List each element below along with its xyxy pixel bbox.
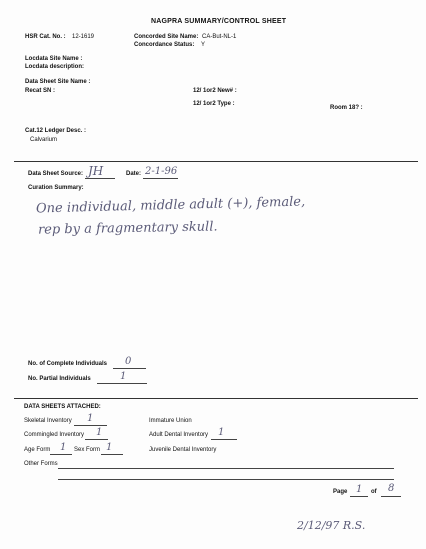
source-underline xyxy=(85,178,115,179)
age-form-value: 1 xyxy=(60,442,67,453)
signature-date: 2/12/97 R.S. xyxy=(297,519,366,532)
complete-underline xyxy=(113,368,146,369)
of-value: 8 xyxy=(388,483,395,494)
other-forms-label: Other Forms xyxy=(24,461,58,467)
age-form-label: Age Form xyxy=(24,447,51,453)
concorded-site-value: CA-But-NL-1 xyxy=(202,34,237,40)
curation-summary-label: Curation Summary: xyxy=(28,185,84,191)
complete-individuals-label: No. of Complete Individuals xyxy=(28,361,108,367)
page-value: 1 xyxy=(356,484,363,495)
sex-form-label: Sex Form xyxy=(74,447,101,453)
concordance-status-value: Y xyxy=(201,42,206,48)
complete-individuals-value: 0 xyxy=(125,356,132,367)
concorded-site-label: Concorded Site Name: xyxy=(134,34,199,40)
date-label: Date: xyxy=(126,171,142,177)
commingled-inventory-label: Commingled Inventory xyxy=(24,432,85,438)
adult-dental-underline xyxy=(211,439,237,440)
section-divider xyxy=(14,161,418,162)
room-18-label: Room 18? : xyxy=(330,105,363,111)
partial-underline xyxy=(97,383,147,384)
page-underline xyxy=(350,496,368,497)
concordance-status-label: Concordance Status: xyxy=(134,42,195,48)
locdata-site-label: Locdata Site Name : xyxy=(25,56,83,62)
recat-sn-label: Recat SN : xyxy=(25,88,56,94)
other-forms-underline-2 xyxy=(58,479,394,480)
partial-individuals-label: No. Partial Individuals xyxy=(28,376,91,382)
ledger-desc-label: Cat.12 Ledger Desc. : xyxy=(25,128,87,134)
datasheet-site-label: Data Sheet Site Name : xyxy=(25,79,91,85)
hsr-cat-value: 12-1619 xyxy=(72,34,95,40)
juvenile-dental-label: Juvenile Dental Inventory xyxy=(149,447,217,453)
adult-dental-label: Adult Dental Inventory xyxy=(149,432,209,438)
commingled-underline xyxy=(85,439,108,440)
immature-union-label: Immature Union xyxy=(149,418,192,424)
sex-underline xyxy=(101,454,123,455)
hsr-cat-label: HSR Cat. No. : xyxy=(25,34,66,40)
datasheet-source-label: Data Sheet Source: xyxy=(28,171,84,177)
of-underline xyxy=(381,496,401,497)
type-label: 12/ 1or2 Type : xyxy=(193,101,235,107)
skeletal-underline xyxy=(74,425,107,426)
date-underline xyxy=(143,178,178,179)
curation-summary-line-2: rep by a fragmentary skull. xyxy=(37,219,218,238)
locdata-description-label: Locdata description: xyxy=(25,64,85,70)
attached-heading: DATA SHEETS ATTACHED: xyxy=(24,404,101,410)
of-label: of xyxy=(371,489,377,495)
new-number-label: 12/ 1or2 New# : xyxy=(193,88,237,94)
curation-summary-line-1: One individual, middle adult (+), female, xyxy=(35,194,306,217)
commingled-inventory-value: 1 xyxy=(96,427,103,438)
page-title: NAGPRA SUMMARY/CONTROL SHEET xyxy=(151,18,287,25)
date-value: 2-1-96 xyxy=(145,166,178,177)
age-underline xyxy=(50,454,72,455)
skeletal-inventory-value: 1 xyxy=(87,413,94,424)
adult-dental-value: 1 xyxy=(218,427,225,438)
sex-form-value: 1 xyxy=(106,442,113,453)
partial-individuals-value: 1 xyxy=(120,371,127,382)
skeletal-inventory-label: Skeletal Inventory xyxy=(24,418,72,424)
other-forms-underline-1 xyxy=(58,468,394,469)
ledger-desc-value: Calvarium xyxy=(30,137,58,143)
page-label: Page xyxy=(333,489,348,495)
datasheet-source-value: JH xyxy=(88,164,104,178)
attached-divider xyxy=(14,398,418,399)
